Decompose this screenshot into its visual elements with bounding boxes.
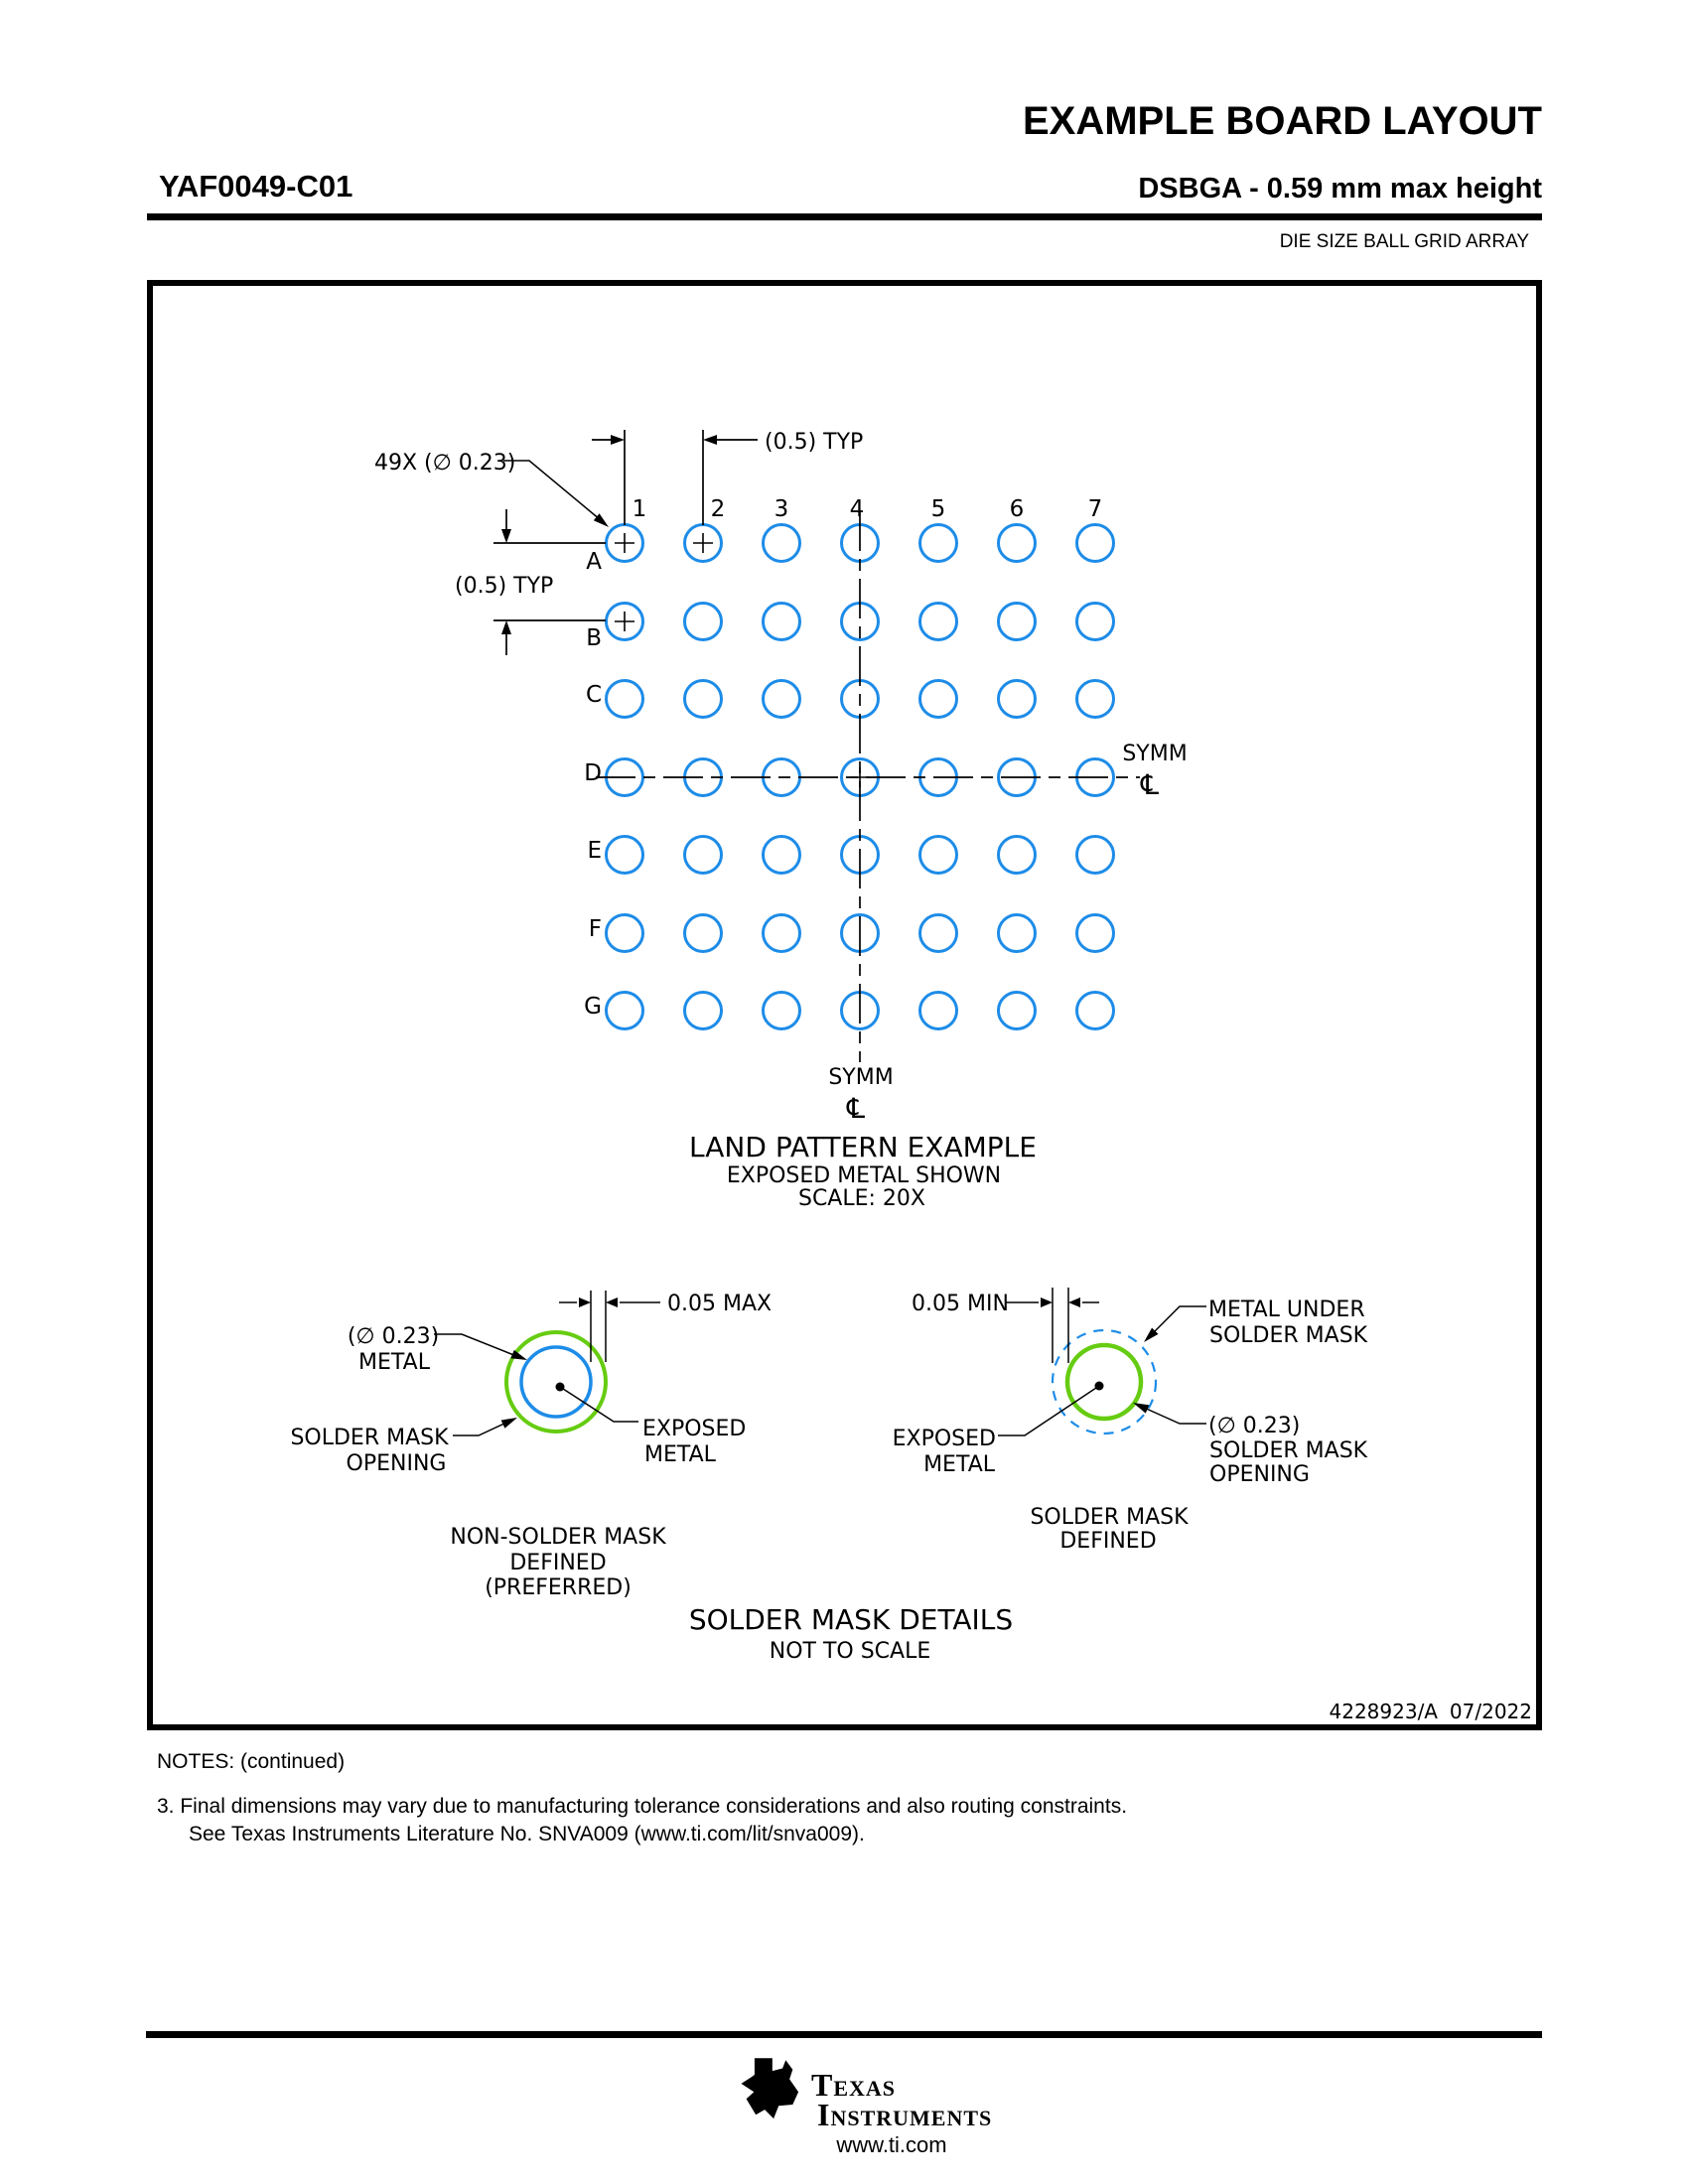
land-pattern-subtitle: EXPOSED METAL SHOWN [726,1163,1002,1188]
smd-exposed-label-2: METAL [923,1452,995,1477]
nsmd-exposed-label-2: METAL [644,1442,716,1467]
svg-text:DEFINED: DEFINED [509,1551,607,1575]
ball-size-callout: 49X (∅ 0.23) [374,451,516,476]
land-pad [685,993,722,1029]
nsmd-metal-dia-label: (∅ 0.23) [347,1324,440,1349]
smd-opening-label-2: SOLDER MASK [1209,1438,1368,1463]
row-label-D: D [584,760,602,786]
ball-size-leader [503,461,609,527]
land-pad [685,837,722,874]
land-pad [764,604,800,640]
land-pad [920,837,957,874]
row-label-G: G [584,994,602,1020]
row-label-F: F [588,916,602,942]
nsmd-exposed-label-1: EXPOSED [642,1417,747,1441]
land-pad [685,681,722,718]
nsmd-opening-label-2: OPENING [346,1451,447,1476]
centerline-symbol-right: ℄ [1141,768,1159,801]
note-3-line-1: 3. Final dimensions may vary due to manufacturing tolerance considerations and also routing constraints. [157,1795,1128,1818]
notes-heading: NOTES: (continued) [157,1750,346,1773]
brand-texas: Texas [811,2067,897,2103]
land-pattern-scale: SCALE: 20X [797,1186,926,1211]
pitch-label-horizontal: (0.5) TYP [765,430,864,455]
svg-text:SYMM: SYMM [1122,742,1188,766]
package-description: DSBGA - 0.59 mm max height [1138,173,1542,205]
svg-text:SYMM: SYMM [828,1065,894,1090]
title-block [1330,1700,1533,1723]
smd-opening-label-3: OPENING [1209,1462,1310,1487]
land-pad [999,837,1036,874]
land-pad [685,915,722,952]
pitch-label-vertical: (0.5) TYP [455,574,554,599]
land-pad [1077,915,1114,952]
land-pattern-title: LAND PATTERN EXAMPLE [689,1131,1037,1163]
row-label-C: C [585,682,602,708]
svg-text:SOLDER MASK: SOLDER MASK [1030,1505,1189,1530]
centerline-symbol-bottom: ℄ [847,1092,865,1125]
footer-rule [146,2031,1542,2038]
col-label-3: 3 [774,496,789,522]
land-pad [920,915,957,952]
land-pad [764,681,800,718]
land-pad [999,993,1036,1029]
land-pad [1077,993,1114,1029]
land-pad [1077,604,1114,640]
col-label-6: 6 [1009,496,1025,522]
ti-logo [737,2057,800,2120]
smd-opening-label-1: (∅ 0.23) [1208,1414,1301,1438]
land-pad [999,915,1036,952]
note-3-line-2: See Texas Instruments Literature No. SNVA009 (www.ti.com/lit/snva009). [189,1823,865,1845]
smd-exposed-label-1: EXPOSED [892,1427,996,1451]
smd-under-label-2: SOLDER MASK [1209,1323,1368,1348]
land-pad [764,993,800,1029]
land-pad [920,681,957,718]
land-pad [920,993,957,1029]
smd-under-label-1: METAL UNDER [1208,1297,1365,1322]
nsmd-dim-label: 0.05 MAX [667,1292,773,1316]
package-family: DIE SIZE BALL GRID ARRAY [1279,231,1529,252]
land-pad [607,993,643,1029]
col-label-4: 4 [849,496,865,522]
col-label-1: 1 [632,496,647,522]
land-pad [764,525,800,562]
land-pad [920,525,957,562]
row-labels [584,549,602,1020]
solder-mask-caption [689,1603,1013,1664]
symm-label-right [1122,742,1187,801]
svg-text:DEFINED: DEFINED [1059,1529,1157,1554]
footer-url[interactable]: www.ti.com [836,2132,947,2157]
land-pad [999,604,1036,640]
page-title: EXAMPLE BOARD LAYOUT [1022,99,1542,143]
col-label-5: 5 [930,496,946,522]
nsmd-opening-label-1: SOLDER MASK [290,1426,449,1450]
land-pad [607,837,643,874]
brand-instruments: Instruments [817,2097,993,2132]
smd-dim-lines [998,1288,1206,1435]
land-pad [607,681,643,718]
col-label-7: 7 [1087,496,1103,522]
smd-caption [1030,1505,1189,1554]
land-pad [764,837,800,874]
svg-text:NON-SOLDER MASK: NON-SOLDER MASK [450,1525,666,1550]
land-pad [764,915,800,952]
row-label-A: A [586,549,602,575]
land-pad [607,915,643,952]
smd-detail-figure [893,1288,1368,1554]
land-pattern-caption [689,1131,1037,1211]
land-pad [1077,837,1114,874]
ti-logo-ti-text: ti [756,2073,780,2108]
nsmd-detail-figure [290,1291,772,1600]
row-label-E: E [587,838,602,864]
pitch-dimension-horizontal [592,430,758,525]
solder-mask-title: SOLDER MASK DETAILS [688,1603,1014,1636]
part-number: YAF0049-C01 [159,169,353,204]
land-pad [920,604,957,640]
land-pad [1077,525,1114,562]
land-pad [685,604,722,640]
nsmd-caption [450,1525,666,1600]
col-label-2: 2 [710,496,726,522]
drawing-number: 4228923/A [1329,1700,1438,1723]
symm-label-bottom [828,1065,893,1125]
land-pad [1077,681,1114,718]
land-pad [999,525,1036,562]
nsmd-metal-label: METAL [358,1350,430,1375]
svg-text:(PREFERRED): (PREFERRED) [485,1575,632,1600]
pad-center-crosses [615,533,870,787]
solder-mask-subtitle: NOT TO SCALE [769,1639,931,1664]
row-label-B: B [586,625,602,651]
symmetry-centerlines [596,511,1140,1062]
drawing-date: 07/2022 [1449,1700,1532,1723]
land-pad [999,681,1036,718]
smd-dim-label: 0.05 MIN [912,1292,1009,1316]
